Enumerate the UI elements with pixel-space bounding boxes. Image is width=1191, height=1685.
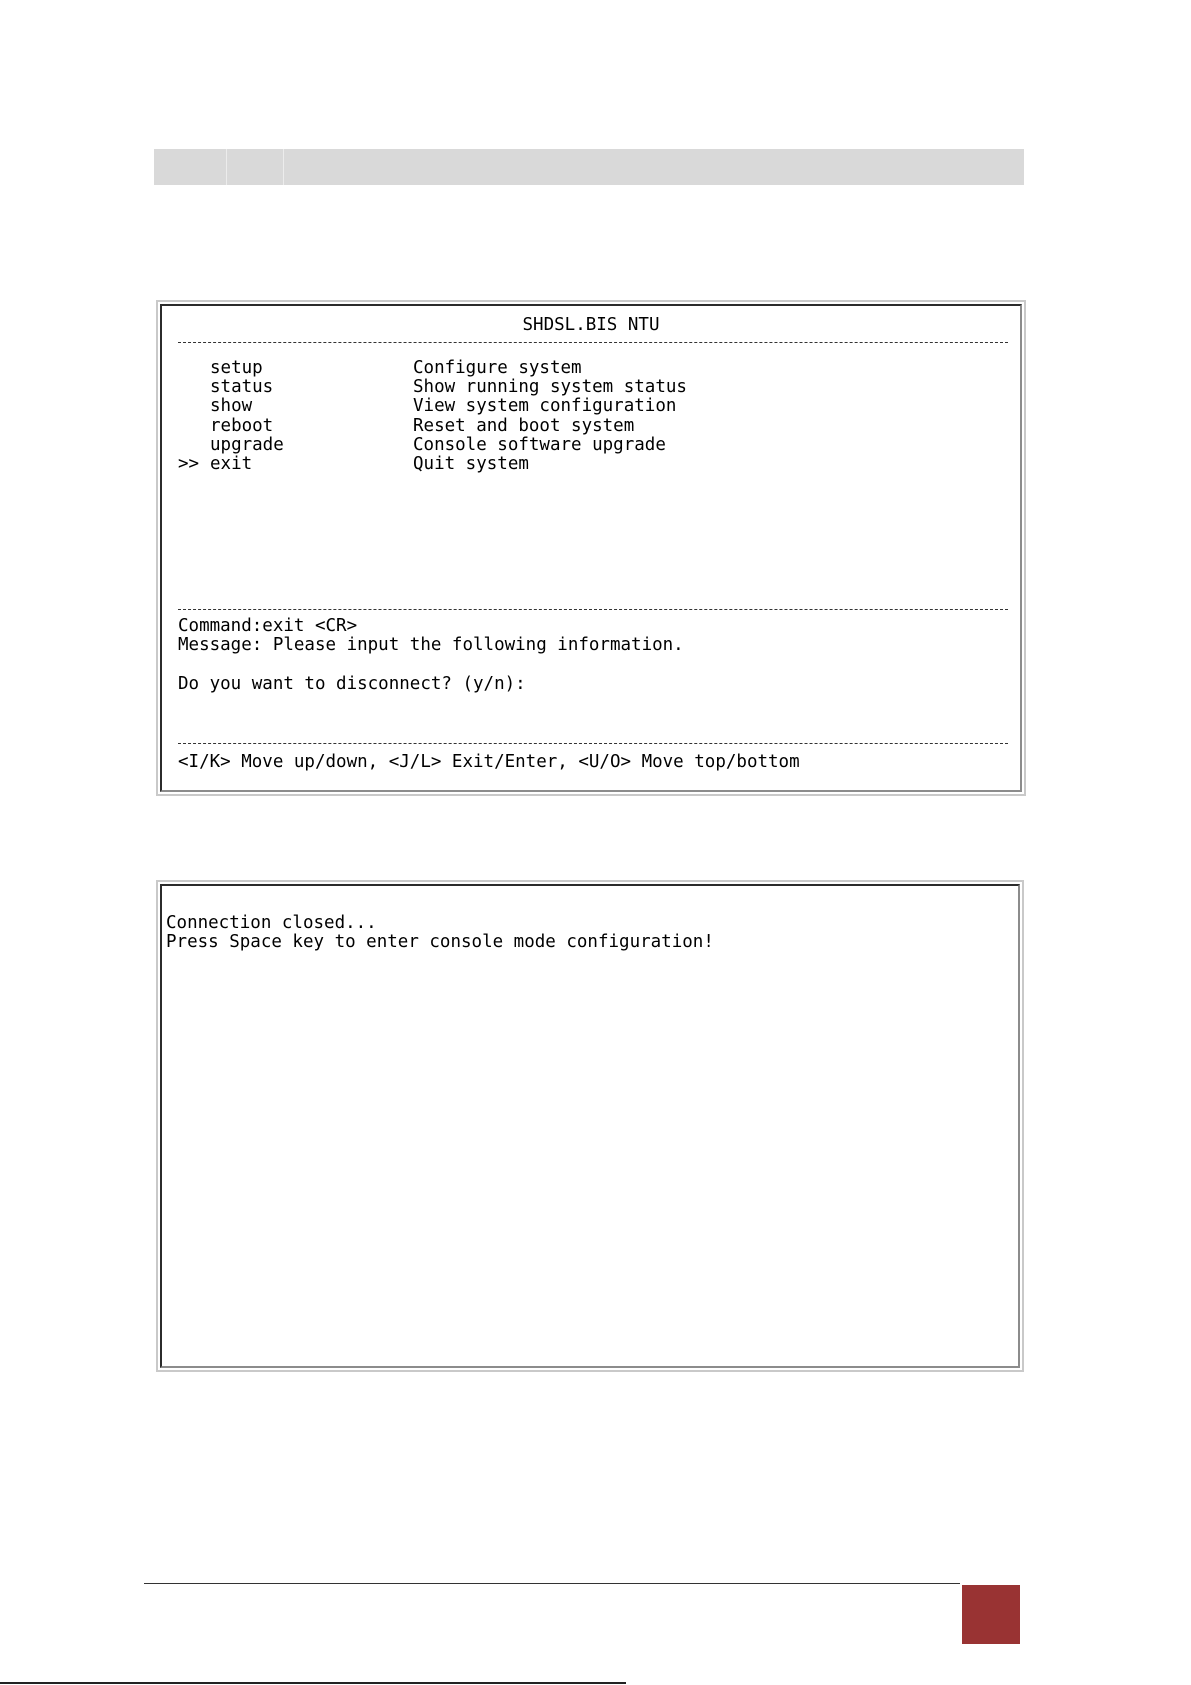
header-cell (154, 149, 227, 185)
menu-command: show (210, 396, 253, 416)
footer-divider (144, 1583, 960, 1584)
menu-description: View system configuration (413, 396, 677, 416)
divider (178, 609, 1008, 610)
menu-command: upgrade (210, 435, 284, 455)
menu-item-setup[interactable] (178, 359, 778, 378)
menu-item-upgrade[interactable] (178, 436, 778, 455)
header-cell (227, 149, 284, 185)
prompt-line[interactable]: Do you want to disconnect? (y/n): (178, 674, 526, 694)
menu-command: exit (210, 454, 253, 474)
menu-item-status[interactable] (178, 378, 778, 397)
terminal-window-closed (156, 880, 1024, 1372)
terminal-screen (160, 884, 1020, 1368)
command-line: Command:exit <CR> (178, 616, 358, 636)
menu-description: Configure system (413, 358, 582, 378)
terminal-title: SHDSL.BIS NTU (522, 315, 660, 335)
section-header-bar (154, 149, 1024, 185)
instruction-line: Press Space key to enter console mode configuration! (166, 932, 714, 952)
terminal-screen (160, 304, 1022, 792)
page-number-badge (962, 1585, 1020, 1644)
menu-description: Quit system (413, 454, 529, 474)
divider (178, 342, 1008, 343)
menu-command: reboot (210, 416, 274, 436)
terminal-window-menu (156, 300, 1026, 796)
bottom-rule (0, 1682, 626, 1684)
menu-description: Show running system status (413, 377, 687, 397)
menu-item-exit[interactable] (178, 455, 778, 474)
connection-status-line: Connection closed... (166, 913, 377, 933)
menu-command: setup (210, 358, 263, 378)
message-line: Message: Please input the following information. (178, 635, 684, 655)
menu-description: Console software upgrade (413, 435, 666, 455)
menu-item-show[interactable] (178, 397, 778, 416)
menu-description: Reset and boot system (413, 416, 635, 436)
menu-command: status (210, 377, 274, 397)
divider (178, 743, 1008, 744)
selection-marker: >> (178, 454, 200, 474)
help-line: <I/K> Move up/down, <J/L> Exit/Enter, <U/O> Move top/bottom (178, 752, 800, 772)
menu-item-reboot[interactable] (178, 417, 778, 436)
